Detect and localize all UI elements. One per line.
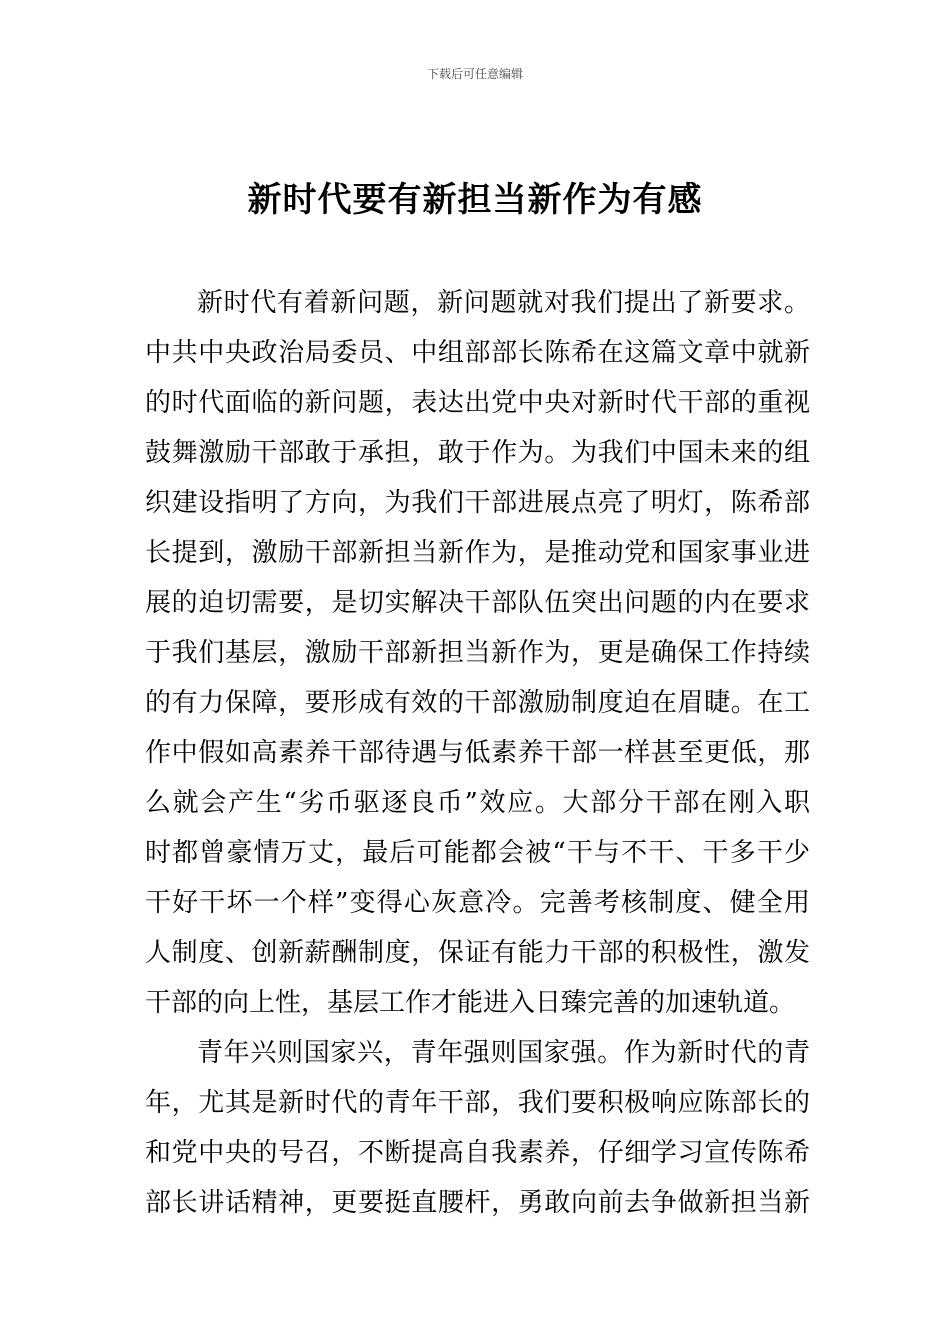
paragraph-line: 展的迫切需要，是切实解决干部队伍突出问题的内在要求 xyxy=(145,588,810,618)
paragraph-1 xyxy=(145,278,810,1028)
paragraph-line: 作中假如高素养干部待遇与低素养干部一样甚至更低，那 xyxy=(145,738,810,768)
paragraph-line: 年，尤其是新时代的青年干部，我们要积极响应陈部长的 xyxy=(145,1088,810,1118)
paragraph-line: 和党中央的号召，不断提高自我素养，仔细学习宣传陈希 xyxy=(145,1138,810,1168)
paragraph-line: 新时代有着新问题，新问题就对我们提出了新要求。 xyxy=(197,288,810,318)
paragraph-line: 中共中央政治局委员、中组部部长陈希在这篇文章中就新 xyxy=(145,338,810,368)
page-header: 下载后可任意编辑 xyxy=(426,67,523,81)
paragraph-line: 么就会产生“劣币驱逐良币”效应。大部分干部在刚入职 xyxy=(145,788,810,818)
paragraph-line: 部长讲话精神，更要挺直腰杆，勇敢向前去争做新担当新 xyxy=(145,1188,810,1218)
paragraph-line: 人制度、创新薪酬制度，保证有能力干部的积极性，激发 xyxy=(145,938,810,968)
document-body xyxy=(145,278,810,1228)
paragraph-line: 时都曾豪情万丈，最后可能都会被“干与不干、干多干少 xyxy=(145,838,810,868)
paragraph-2 xyxy=(145,1028,810,1228)
paragraph-line: 青年兴则国家兴，青年强则国家强。作为新时代的青 xyxy=(197,1038,810,1068)
paragraph-line: 长提到，激励干部新担当新作为，是推动党和国家事业进 xyxy=(145,538,810,568)
paragraph-line: 的有力保障，要形成有效的干部激励制度迫在眉睫。在工 xyxy=(145,688,810,718)
document-title: 新时代要有新担当新作为有感 xyxy=(247,180,703,220)
paragraph-line: 的时代面临的新问题，表达出党中央对新时代干部的重视 xyxy=(145,388,810,418)
paragraph-line: 于我们基层，激励干部新担当新作为，更是确保工作持续 xyxy=(145,638,810,668)
paragraph-line: 鼓舞激励干部敢于承担，敢于作为。为我们中国未来的组 xyxy=(145,438,810,468)
paragraph-line: 干好干坏一个样”变得心灰意冷。完善考核制度、健全用 xyxy=(145,888,810,918)
paragraph-line: 干部的向上性，基层工作才能进入日臻完善的加速轨道。 xyxy=(145,988,796,1018)
paragraph-line: 织建设指明了方向，为我们干部进展点亮了明灯，陈希部 xyxy=(145,488,810,518)
